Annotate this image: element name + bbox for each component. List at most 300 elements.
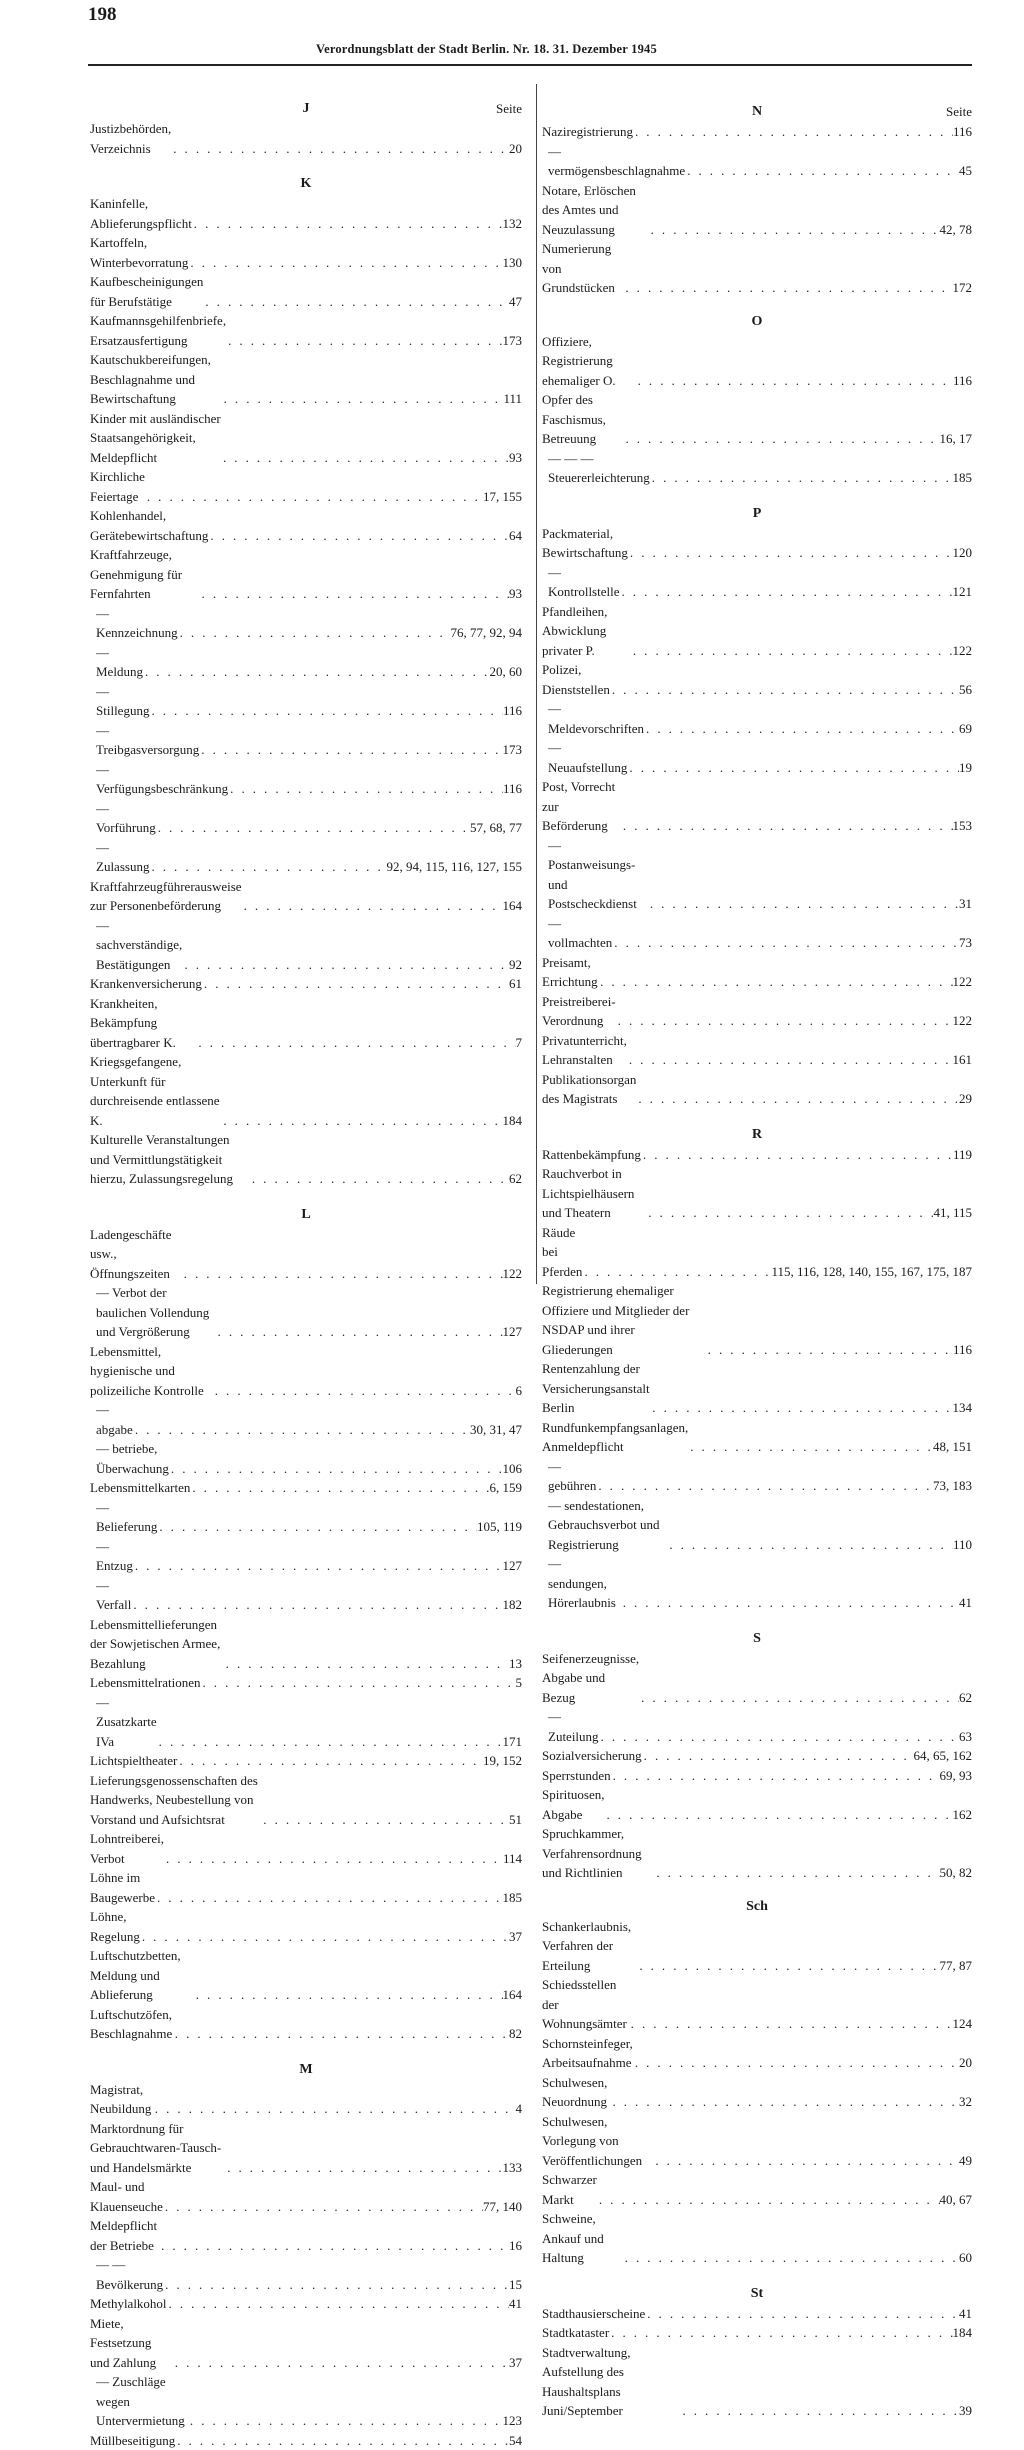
entry-pages: 162 bbox=[953, 1805, 973, 1825]
index-entry bbox=[542, 1496, 972, 1555]
entry-text: Lieferungsgenossenschaften des Handwerks, Neubestellung von Vorstand und Aufsichtsrat bbox=[90, 1771, 261, 1830]
entry-text: — Belieferung bbox=[96, 1498, 157, 1537]
index-entry bbox=[542, 914, 972, 953]
leader-dots bbox=[582, 1262, 771, 1282]
section-letter-text: M bbox=[299, 2062, 312, 2077]
leader-dots bbox=[192, 214, 503, 234]
index-entry bbox=[542, 1649, 972, 1708]
index-entry bbox=[542, 524, 972, 563]
leader-dots bbox=[667, 1535, 953, 1555]
entry-text: Publikationsorgan des Magistrats bbox=[542, 1070, 636, 1109]
index-entry bbox=[90, 119, 522, 158]
entry-text: — vollmachten bbox=[548, 914, 612, 953]
index-entry bbox=[542, 332, 972, 391]
leader-dots bbox=[216, 1322, 503, 1342]
leader-dots bbox=[598, 972, 952, 992]
entry-pages: 122 bbox=[503, 1264, 523, 1284]
leader-dots bbox=[654, 1863, 939, 1883]
index-entry bbox=[90, 506, 522, 545]
entry-text: Miete, Festsetzung und Zahlung bbox=[90, 2314, 173, 2373]
leader-dots bbox=[155, 1888, 503, 1908]
entry-text: Kraftfahrzeugführerausweise zur Personenbeförderung bbox=[90, 877, 242, 916]
entry-text: Lohntreiberei, Verbot bbox=[90, 1829, 164, 1868]
entry-text: Räude bei Pferden bbox=[542, 1223, 582, 1282]
entry-pages: 153 bbox=[953, 816, 973, 836]
entry-pages: 77, 87 bbox=[940, 1956, 973, 1976]
section-letter bbox=[542, 102, 972, 122]
entry-pages: 31 bbox=[959, 894, 972, 914]
entry-text: — Neuaufstellung bbox=[548, 738, 627, 777]
section-letter bbox=[90, 2060, 522, 2080]
index-entry bbox=[90, 1400, 522, 1439]
index-entry bbox=[90, 1478, 522, 1498]
index-entry bbox=[542, 2034, 972, 2073]
index-entry bbox=[542, 1164, 972, 1223]
index-entry bbox=[542, 2304, 972, 2324]
index-entry bbox=[90, 1771, 522, 1830]
entry-pages: 57, 68, 77 bbox=[470, 818, 522, 838]
leader-dots bbox=[188, 2411, 503, 2431]
leader-dots bbox=[159, 2236, 509, 2256]
leader-dots bbox=[629, 2014, 953, 2034]
index-entry bbox=[542, 1457, 972, 1496]
entry-text: — — — Steuererleichterung bbox=[548, 449, 650, 488]
index-entry bbox=[542, 181, 972, 240]
leader-dots bbox=[157, 1732, 503, 1752]
entry-text: — Zulassung bbox=[96, 838, 149, 877]
index-entry bbox=[542, 2209, 972, 2268]
entry-pages: 164 bbox=[503, 1985, 523, 2005]
index-entry bbox=[542, 563, 972, 602]
entry-text: Privatunterricht, Lehranstalten bbox=[542, 1031, 627, 1070]
entry-text: Polizei, Dienststellen bbox=[542, 660, 610, 699]
entry-pages: 16 bbox=[509, 2236, 522, 2256]
entry-text: Stadtkataster bbox=[542, 2323, 609, 2343]
leader-dots bbox=[163, 2197, 483, 2217]
entry-text: Kirchliche Feiertage bbox=[90, 467, 145, 506]
entry-text: — — Bevölkerung bbox=[96, 2255, 163, 2294]
entry-pages: 41 bbox=[959, 2304, 972, 2324]
entry-pages: 122 bbox=[953, 972, 973, 992]
entry-pages: 64 bbox=[509, 526, 522, 546]
leader-dots bbox=[621, 1593, 959, 1613]
section-letter-text: O bbox=[752, 314, 763, 329]
leader-dots bbox=[250, 1169, 509, 1189]
section-letter-text: L bbox=[301, 1207, 310, 1222]
index-entry bbox=[542, 239, 972, 298]
leader-dots bbox=[221, 1111, 502, 1131]
entry-text: — Stillegung bbox=[96, 682, 149, 721]
index-entry bbox=[542, 122, 972, 142]
leader-dots bbox=[646, 1203, 933, 1223]
leader-dots bbox=[641, 1145, 953, 1165]
leader-dots bbox=[688, 1437, 933, 1457]
entry-pages: 116 bbox=[953, 1340, 972, 1360]
leader-dots bbox=[177, 1751, 483, 1771]
entry-pages: 133 bbox=[503, 2158, 523, 2178]
leader-dots bbox=[163, 2275, 509, 2295]
index-entry bbox=[90, 643, 522, 682]
entry-text: Preistreiberei-Verordnung bbox=[542, 992, 616, 1031]
entry-text: Schwarzer Markt bbox=[542, 2170, 597, 2209]
leader-dots bbox=[636, 1089, 959, 1109]
entry-text: Meldepflicht der Betriebe bbox=[90, 2216, 159, 2255]
entry-text: — gebühren bbox=[548, 1457, 596, 1496]
entry-text: Schornsteinfeger, Arbeitsaufnahme bbox=[542, 2034, 633, 2073]
entry-pages: 51 bbox=[509, 1810, 522, 1830]
column-divider bbox=[536, 84, 537, 1284]
entry-text: Luftschutzöfen, Beschlagnahme bbox=[90, 2005, 173, 2044]
entry-pages: 119 bbox=[953, 1145, 972, 1165]
index-entry bbox=[542, 777, 972, 836]
leader-dots bbox=[623, 429, 939, 449]
entry-pages: 123 bbox=[503, 2411, 523, 2431]
entry-pages: 61 bbox=[509, 974, 522, 994]
entry-text: — Verfall bbox=[96, 1576, 131, 1615]
index-entry bbox=[542, 2170, 972, 2209]
entry-pages: 116 bbox=[953, 371, 972, 391]
index-entry bbox=[542, 738, 972, 777]
index-entry bbox=[542, 1975, 972, 2034]
entry-text: Kohlenhandel, Gerätebewirtschaftung bbox=[90, 506, 208, 545]
index-entry bbox=[542, 1223, 972, 1282]
section-letter-text: St bbox=[751, 2286, 763, 2301]
section-letter bbox=[90, 1205, 522, 1225]
leader-dots bbox=[188, 253, 502, 273]
entry-text: — Zusatzkarte IVa bbox=[96, 1693, 157, 1752]
index-entry bbox=[90, 916, 522, 975]
entry-text: Stadthausierscheine bbox=[542, 2304, 645, 2324]
entry-pages: 172 bbox=[953, 278, 973, 298]
index-entry bbox=[90, 2177, 522, 2216]
entry-pages: 127 bbox=[503, 1322, 523, 1342]
entry-pages: 173 bbox=[503, 740, 523, 760]
index-entry bbox=[90, 2119, 522, 2178]
leader-dots bbox=[182, 1264, 503, 1284]
index-entry bbox=[542, 142, 972, 181]
index-entry bbox=[90, 799, 522, 838]
leader-dots bbox=[599, 1727, 959, 1747]
entry-text: Sperrstunden bbox=[542, 1766, 611, 1786]
leader-dots bbox=[620, 582, 953, 602]
entry-text: — sachverständige, Bestätigungen bbox=[96, 916, 182, 975]
index-entry bbox=[90, 1946, 522, 2005]
section-letter-text: P bbox=[753, 506, 762, 521]
leader-dots bbox=[628, 543, 953, 563]
entry-pages: 111 bbox=[503, 389, 522, 409]
index-entry bbox=[542, 2323, 972, 2343]
entry-text: Lebensmittellieferungen der Sowjetischen Armee, Bezahlung bbox=[90, 1615, 224, 1674]
index-entry bbox=[90, 1576, 522, 1615]
index-section bbox=[90, 174, 522, 1189]
index-entry bbox=[542, 390, 972, 449]
index-section bbox=[542, 1897, 972, 2268]
entry-text: Krankheiten, Bekämpfung übertragbarer K. bbox=[90, 994, 196, 1053]
entry-text: — vermögensbeschlagnahme bbox=[548, 142, 685, 181]
leader-dots bbox=[200, 1673, 515, 1693]
entry-text: Magistrat, Neubildung bbox=[90, 2080, 153, 2119]
entry-pages: 92 bbox=[509, 955, 522, 975]
entry-text: Marktordnung für Gebrauchtwaren-Tausch- und Handelsmärkte bbox=[90, 2119, 225, 2178]
running-title: Verordnungsblatt der Stadt Berlin. Nr. 18. 31. Dezember 1945 bbox=[316, 42, 657, 57]
entry-pages: 164 bbox=[503, 896, 523, 916]
entry-pages: 60 bbox=[959, 2248, 972, 2268]
entry-pages: 40, 67 bbox=[940, 2190, 973, 2210]
entry-text: — Verbot der baulichen Vollendung und Vergrößerung bbox=[96, 1283, 216, 1342]
leader-dots bbox=[706, 1340, 953, 1360]
entry-text: Opfer des Faschismus, Betreuung bbox=[542, 390, 623, 449]
leader-dots bbox=[633, 2053, 959, 2073]
index-entry bbox=[542, 2073, 972, 2112]
index-entry bbox=[90, 2080, 522, 2119]
index-entry bbox=[542, 992, 972, 1031]
entry-text: Naziregistrierung bbox=[542, 122, 633, 142]
index-entry bbox=[90, 194, 522, 233]
entry-pages: 56 bbox=[959, 680, 972, 700]
section-letter-text: J bbox=[303, 101, 310, 116]
entry-text: Rundfunkempfangsanlagen, Anmeldepflicht bbox=[542, 1418, 688, 1457]
entry-pages: 6 bbox=[516, 1381, 523, 1401]
index-section bbox=[542, 312, 972, 488]
entry-pages: 29 bbox=[959, 1089, 972, 1109]
entry-pages: 42, 78 bbox=[940, 220, 973, 240]
entry-text: Spruchkammer, Verfahrensordnung und Richtlinien bbox=[542, 1824, 654, 1883]
entry-text: Lebensmittelkarten bbox=[90, 1478, 190, 1498]
entry-pages: 41, 115 bbox=[933, 1203, 972, 1223]
leader-dots bbox=[213, 1381, 516, 1401]
leader-dots bbox=[203, 292, 509, 312]
section-letter bbox=[542, 1125, 972, 1145]
entry-pages: 92, 94, 115, 116, 127, 155 bbox=[386, 857, 522, 877]
entry-pages: 185 bbox=[503, 1888, 523, 1908]
index-entry bbox=[542, 1281, 972, 1359]
entry-text: Kaninfelle, Ablieferungspflicht bbox=[90, 194, 192, 233]
leader-dots bbox=[149, 857, 386, 877]
entry-pages: 106 bbox=[503, 1459, 523, 1479]
leader-dots bbox=[169, 1459, 503, 1479]
entry-text: Luftschutzbetten, Meldung und Ablieferung bbox=[90, 1946, 194, 2005]
entry-pages: 120 bbox=[953, 543, 973, 563]
entry-pages: 116 bbox=[953, 122, 972, 142]
index-entry bbox=[90, 1439, 522, 1478]
entry-pages: 54 bbox=[509, 2431, 522, 2450]
entry-text: Kulturelle Veranstaltungen und Vermittlungstätigkeit hierzu, Zulassungsregelung bbox=[90, 1130, 250, 1189]
entry-text: Schulwesen, Vorlegung von Veröffentlichungen bbox=[542, 2112, 653, 2171]
entry-text: Kautschukbereifungen, Beschlagnahme und Bewirtschaftung bbox=[90, 350, 222, 409]
index-entry bbox=[90, 409, 522, 468]
leader-dots bbox=[648, 894, 959, 914]
index-section bbox=[90, 2060, 522, 2450]
leader-dots bbox=[131, 1595, 502, 1615]
leader-dots bbox=[178, 623, 451, 643]
entry-pages: 20, 60 bbox=[490, 662, 523, 682]
leader-dots bbox=[650, 468, 953, 488]
entry-pages: 73, 183 bbox=[933, 1476, 972, 1496]
entry-text: — Meldung bbox=[96, 643, 143, 682]
leader-dots bbox=[637, 1956, 939, 1976]
entry-pages: 76, 77, 92, 94 bbox=[451, 623, 523, 643]
index-entry bbox=[542, 1145, 972, 1165]
entry-pages: 37 bbox=[509, 2353, 522, 2373]
entry-text: Registrierung ehemaliger Offiziere und Mitglieder der NSDAP und ihrer Gliederungen bbox=[542, 1281, 706, 1359]
entry-text: Lebensmittel, hygienische und polizeiliche Kontrolle bbox=[90, 1342, 213, 1401]
entry-pages: 15 bbox=[509, 2275, 522, 2295]
leader-dots bbox=[650, 1398, 952, 1418]
entry-pages: 47 bbox=[509, 292, 522, 312]
index-entry bbox=[90, 1130, 522, 1189]
leader-dots bbox=[642, 1746, 914, 1766]
entry-text: — Verfügungsbeschränkung bbox=[96, 760, 228, 799]
entry-pages: 39 bbox=[959, 2401, 972, 2421]
entry-text: Packmaterial, Bewirtschaftung bbox=[542, 524, 628, 563]
entry-text: — Postanweisungs- und Postscheckdienst bbox=[548, 836, 648, 914]
entry-pages: 16, 17 bbox=[940, 429, 973, 449]
index-entry bbox=[542, 699, 972, 738]
right-column bbox=[542, 88, 972, 2421]
entry-pages: 41 bbox=[509, 2294, 522, 2314]
section-letter bbox=[542, 1897, 972, 1917]
index-entry bbox=[542, 1554, 972, 1613]
entry-text: Müllbeseitigung bbox=[90, 2431, 175, 2450]
entry-pages: 185 bbox=[953, 468, 973, 488]
entry-pages: 77, 140 bbox=[483, 2197, 522, 2217]
section-letter bbox=[90, 174, 522, 194]
leader-dots bbox=[208, 526, 509, 546]
index-entry bbox=[542, 1359, 972, 1418]
leader-dots bbox=[627, 758, 959, 778]
section-letter-text: Sch bbox=[746, 1899, 768, 1914]
entry-pages: 161 bbox=[953, 1050, 973, 1070]
entry-text: Schulwesen, Neuordnung bbox=[542, 2073, 610, 2112]
entry-pages: 69 bbox=[959, 719, 972, 739]
index-entry bbox=[90, 1537, 522, 1576]
entry-pages: 62 bbox=[509, 1169, 522, 1189]
leader-dots bbox=[225, 2158, 502, 2178]
entry-pages: 62 bbox=[959, 1688, 972, 1708]
leader-dots bbox=[190, 1478, 489, 1498]
leader-dots bbox=[604, 1805, 952, 1825]
leader-dots bbox=[202, 974, 509, 994]
entry-pages: 130 bbox=[503, 253, 523, 273]
leader-dots bbox=[680, 2401, 959, 2421]
leader-dots bbox=[610, 680, 959, 700]
entry-text: — Vorführung bbox=[96, 799, 156, 838]
entry-text: Lebensmittelrationen bbox=[90, 1673, 200, 1693]
leader-dots bbox=[143, 662, 490, 682]
index-entry bbox=[90, 2314, 522, 2373]
entry-text: Sozialversicherung bbox=[542, 1746, 642, 1766]
entry-pages: 69, 93 bbox=[940, 1766, 973, 1786]
index-entry bbox=[542, 1707, 972, 1746]
leader-dots bbox=[222, 389, 504, 409]
index-entry bbox=[90, 2294, 522, 2314]
index-entry bbox=[90, 350, 522, 409]
index-entry bbox=[90, 1283, 522, 1342]
leader-dots bbox=[199, 740, 502, 760]
entry-text: Maul- und Klauenseuche bbox=[90, 2177, 163, 2216]
entry-pages: 48, 151 bbox=[933, 1437, 972, 1457]
seite-label: Seite bbox=[946, 102, 972, 122]
entry-pages: 93 bbox=[509, 448, 522, 468]
section-letter-text: R bbox=[752, 1127, 762, 1142]
entry-pages: 20 bbox=[959, 2053, 972, 2073]
entry-pages: 17, 155 bbox=[483, 487, 522, 507]
entry-pages: 64, 65, 162 bbox=[914, 1746, 973, 1766]
index-entry bbox=[90, 2255, 522, 2294]
leader-dots bbox=[627, 1050, 953, 1070]
leader-dots bbox=[171, 139, 509, 159]
entry-text: — Kontrollstelle bbox=[548, 563, 620, 602]
entry-text: Rattenbekämpfung bbox=[542, 1145, 641, 1165]
index-entry bbox=[542, 1785, 972, 1824]
entry-text: — Treibgasversorgung bbox=[96, 721, 199, 760]
entry-text: Schiedsstellen der Wohnungsämter bbox=[542, 1975, 629, 2034]
entry-pages: 116 bbox=[503, 701, 522, 721]
leader-dots bbox=[636, 371, 953, 391]
entry-pages: 184 bbox=[503, 1111, 523, 1131]
entry-pages: 30, 31, 47 bbox=[470, 1420, 522, 1440]
leader-dots bbox=[623, 278, 952, 298]
entry-pages: 182 bbox=[503, 1595, 523, 1615]
entry-text: Pfandleihen, Abwicklung privater P. bbox=[542, 602, 631, 661]
entry-text: — abgabe bbox=[96, 1400, 133, 1439]
leader-dots bbox=[631, 641, 953, 661]
leader-dots bbox=[164, 1849, 503, 1869]
entry-text: — Kennzeichnung bbox=[96, 604, 178, 643]
leader-dots bbox=[609, 2323, 952, 2343]
entry-pages: 82 bbox=[509, 2024, 522, 2044]
index-entry bbox=[542, 1746, 972, 1766]
entry-pages: 171 bbox=[503, 1732, 523, 1752]
entry-text: Kriegsgefangene, Unterkunft für durchreisende entlassene K. bbox=[90, 1052, 221, 1130]
index-section bbox=[542, 504, 972, 1109]
entry-text: — sendestationen, Gebrauchsverbot und Registrierung bbox=[548, 1496, 667, 1555]
entry-text: Post, Vorrecht zur Beförderung bbox=[542, 777, 621, 836]
leader-dots bbox=[224, 1654, 509, 1674]
leader-dots bbox=[597, 2190, 940, 2210]
leader-dots bbox=[623, 2248, 959, 2268]
index-entry bbox=[542, 2112, 972, 2171]
entry-text: Justizbehörden, Verzeichnis bbox=[90, 119, 171, 158]
entry-pages: 93 bbox=[509, 584, 522, 604]
leader-dots bbox=[649, 220, 940, 240]
entry-pages: 6, 159 bbox=[490, 1478, 523, 1498]
index-entry bbox=[542, 953, 972, 992]
entry-text: — Entzug bbox=[96, 1537, 133, 1576]
index-entry bbox=[90, 877, 522, 916]
leader-dots bbox=[685, 161, 959, 181]
entry-text: Notare, Erlöschen des Amtes und Neuzulassung bbox=[542, 181, 649, 240]
entry-pages: 134 bbox=[953, 1398, 973, 1418]
index-entry bbox=[542, 2343, 972, 2421]
entry-text: — betriebe, Überwachung bbox=[96, 1439, 169, 1478]
entry-text: — sendungen, Hörerlaubnis bbox=[548, 1554, 621, 1613]
entry-text: — Zuschläge wegen Untervermietung bbox=[96, 2372, 188, 2431]
entry-pages: 184 bbox=[953, 2323, 973, 2343]
entry-text: Kaufmannsgehilfenbriefe, Ersatzausfertigung bbox=[90, 311, 226, 350]
entry-text: Schankerlaubnis, Verfahren der Erteilung bbox=[542, 1917, 637, 1976]
entry-text: Kinder mit ausländischer Staatsangehörigkeit, Meldepflicht bbox=[90, 409, 221, 468]
entry-pages: 73 bbox=[959, 933, 972, 953]
leader-dots bbox=[173, 2024, 509, 2044]
entry-pages: 116 bbox=[503, 779, 522, 799]
section-letter bbox=[542, 504, 972, 524]
leader-dots bbox=[242, 896, 503, 916]
index-entry bbox=[90, 233, 522, 272]
entry-text: Seifenerzeugnisse, Abgabe und Bezug bbox=[542, 1649, 639, 1708]
entry-text: Methylalkohol bbox=[90, 2294, 167, 2314]
entry-text: Schweine, Ankauf und Haltung bbox=[542, 2209, 623, 2268]
